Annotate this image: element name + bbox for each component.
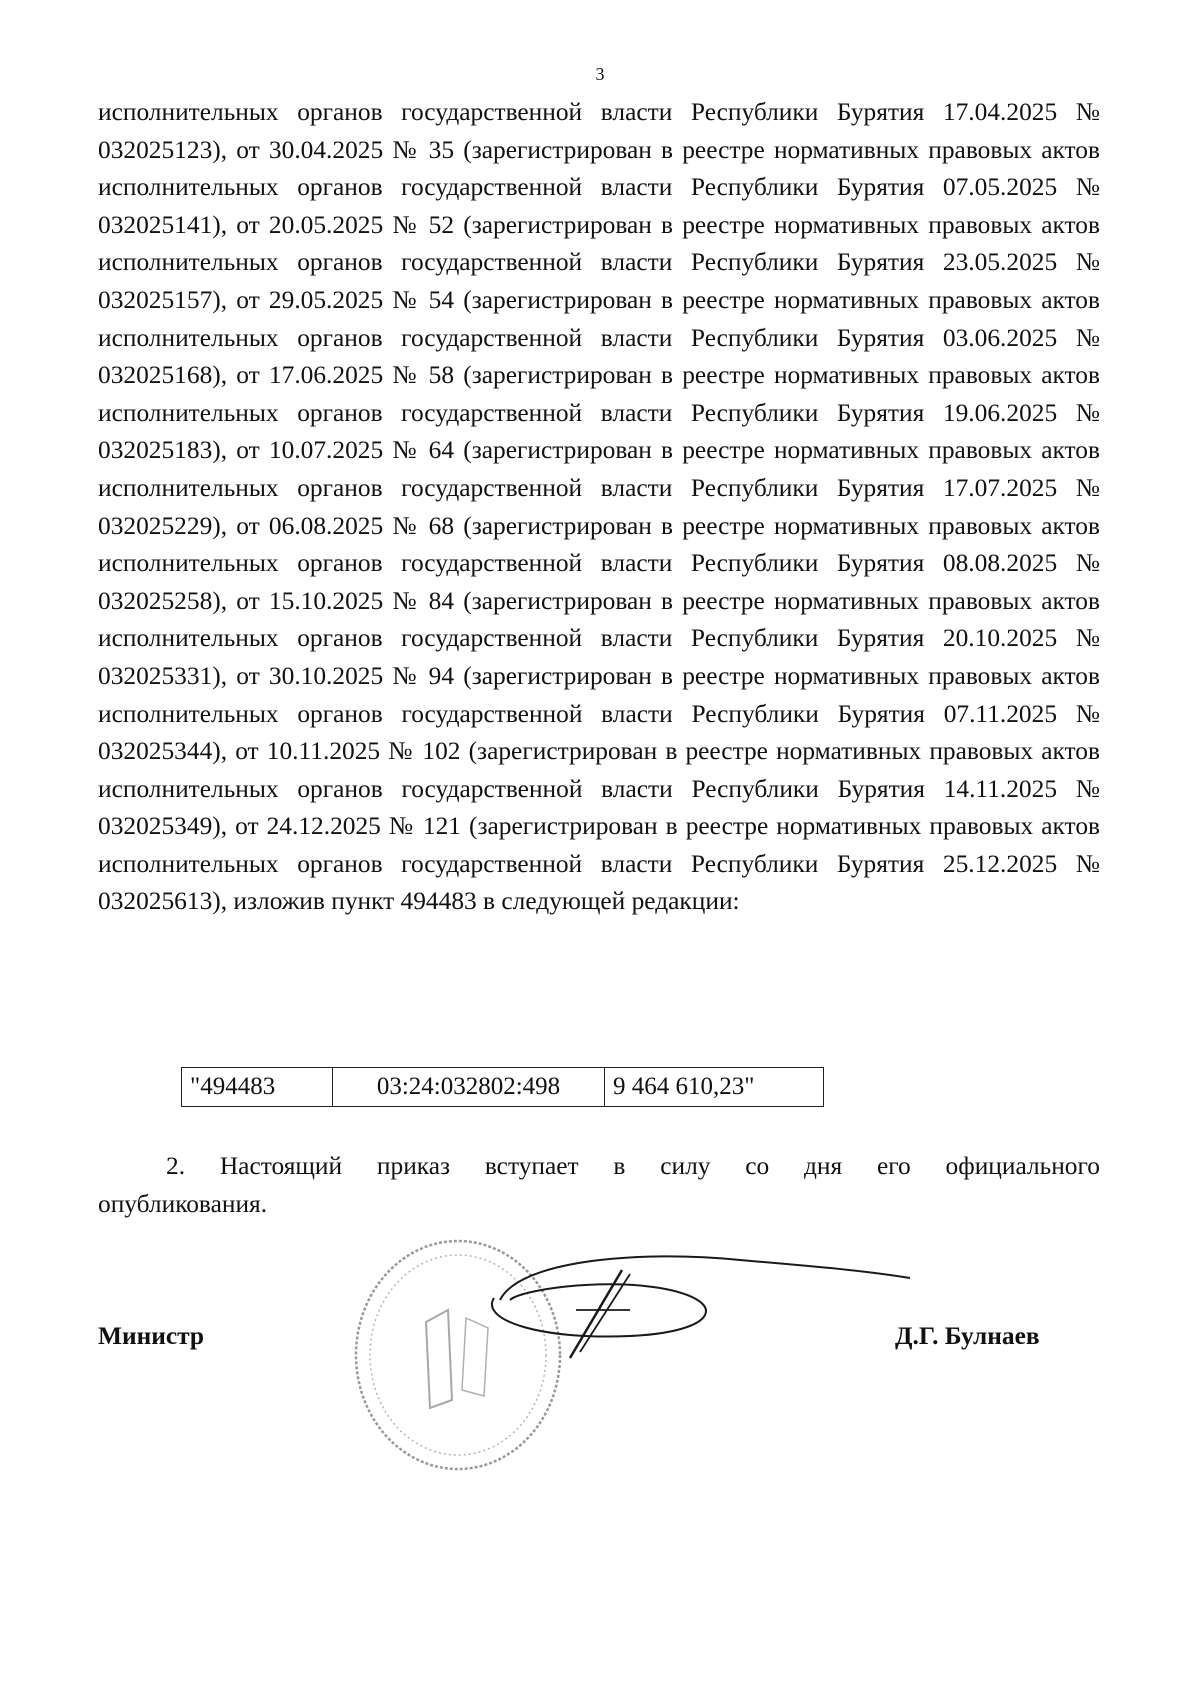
- item2-word: приказ: [376, 1152, 451, 1180]
- item2-word: силу: [660, 1152, 711, 1180]
- signatory-name: Д.Г. Булнаев: [895, 1322, 1040, 1350]
- item-2-paragraph: [98, 1148, 1100, 1223]
- item2-word: со: [745, 1152, 770, 1180]
- item2-word: вступает: [484, 1152, 579, 1180]
- item2-word: 2.: [166, 1152, 186, 1180]
- item2-word: его: [877, 1152, 911, 1180]
- body-paragraph: исполнительных органов государственной власти Республики Бурятия 17.04.2025 № 032025123), от 30.04.2025 № 35 (зарегистрирован в реестре нормативных правовых актов исполнительных органов государственной власти Республики Бурятия 07.05.2025 № 032025141), от 20.05.2025 № 52 (зарегистрирован в реестре нормативных правовых актов исполнительных органов государственной власти Республики Бурятия 23.05.2025 № 032025157), от 29.05.2025 № 54 (зарегистрирован в реестре нормативных правовых актов исполнительных органов государственной власти Республики Бурятия 03.06.2025 № 032025168), от 17.06.2025 № 58 (зарегистрирован в реестре нормативных правовых актов исполнительных органов государственной власти Республики Бурятия 19.06.2025 № 032025183), от 10.07.2025 № 64 (зарегистрирован в реестре нормативных правовых актов исполнительных органов государственной власти Республики Бурятия 17.07.2025 № 032025229), от 06.08.2025 № 68 (зарегистрирован в реестре нормативных правовых актов исполнительных органов государственной власти Республики Бурятия 08.08.2025 № 032025258), от 15.10.2025 № 84 (зарегистрирован в реестре нормативных правовых актов исполнительных органов государственной власти Республики Бурятия 20.10.2025 № 032025331), от 30.10.2025 № 94 (зарегистрирован в реестре нормативных правовых актов исполнительных органов государственной власти Республики Бурятия 07.11.2025 № 032025344), от 10.11.2025 № 102 (зарегистрирован в реестре нормативных правовых актов исполнительных органов государственной власти Республики Бурятия 14.11.2025 № 032025349), от 24.12.2025 № 121 (зарегистрирован в реестре нормативных правовых актов исполнительных органов государственной власти Республики Бурятия 25.12.2025 № 032025613), изложив пункт 494483 в следующей редакции:: [98, 98, 1100, 916]
- item2-word: Настоящий: [219, 1152, 343, 1180]
- handwritten-signature: [480, 1240, 910, 1370]
- table-cell-item-number: "494483: [182, 1068, 333, 1107]
- item2-line-2: опубликования.: [98, 1189, 268, 1218]
- table-row: [182, 1068, 824, 1107]
- table-cell-cadastral-number: 03:24:032802:498: [333, 1068, 605, 1107]
- item2-word: дня: [804, 1152, 843, 1180]
- page-number: 3: [595, 64, 605, 84]
- cadastral-table: [181, 1067, 824, 1107]
- signatory-position: Министр: [98, 1322, 205, 1350]
- item2-word: в: [613, 1152, 626, 1180]
- item2-word: официального: [945, 1152, 1100, 1180]
- table-cell-value: 9 464 610,23": [605, 1068, 824, 1107]
